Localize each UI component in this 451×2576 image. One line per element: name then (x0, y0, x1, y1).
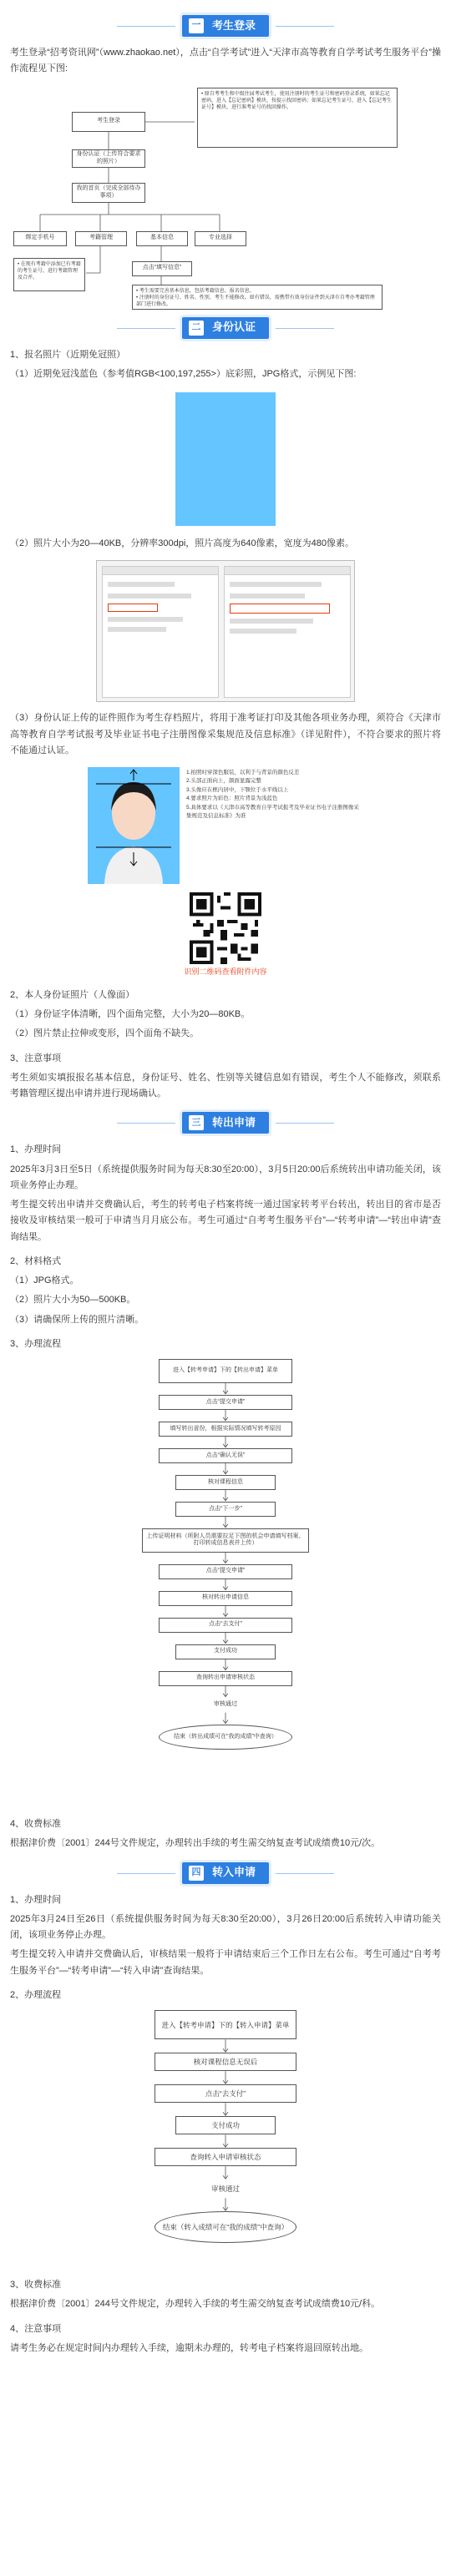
flow-arrow (223, 2071, 228, 2084)
out-time: 2025年3月3日至5日（系统提供服务时间为每天8:30至20:00），3月5日20:00后系统转出申请功能关闭，该项业务停止办理。 (10, 1164, 441, 1190)
flow-step: 支付成功 (175, 2116, 276, 2134)
flow-step: 上传证明材料（所附人员需要拉足下图的机会申请填写档案、打印转成信息表并上传） (142, 1528, 309, 1553)
flow-arrow (223, 1517, 228, 1528)
flow-step: 点击“提交申请” (159, 1395, 292, 1410)
flow-home: 我的首页（完成全部待办事项） (72, 183, 145, 203)
flow-arrow (223, 1579, 228, 1590)
sample-photo (175, 392, 276, 526)
flow-arrow (223, 1686, 228, 1697)
section-header-transfer-in (7, 1862, 444, 1884)
flow-arrow (223, 1633, 228, 1644)
flow-record: 考籍管理 (75, 231, 127, 246)
out-h3: 3、办理流程 (10, 1338, 62, 1349)
auth-p1: （1）近期免冠浅蓝色（参考值RGB<100,197,255>）底彩照，JPG格式，示例见下图: (10, 368, 357, 379)
flow-step: 结束（转入成绩可在“我的成绩”中查询） (155, 2211, 296, 2242)
auth-h1: 1、报名照片（近期免冠照） (10, 349, 126, 360)
flow-bind-phone: 绑定手机号 (13, 231, 67, 246)
flow-step: 审核通过 (214, 1701, 237, 1708)
auth-p2: （2）照片大小为20—40KB，分辨率300dpi，照片高度为640像素，宽度为480像素。 (10, 538, 354, 548)
flow-arrow (223, 1490, 228, 1501)
flow-step: 审核通过 (210, 2185, 240, 2194)
flow-step: 点击“去支付” (159, 1618, 292, 1633)
flow-fill-note: • 考生需要完善基本信息，包括考籍信息、报名信息。 • 注册时的身份证号、姓名、性别、考生不能修改。如有错误，需携带有效身份证件到天津市自考办考籍管理部门进行修改。 (132, 285, 383, 310)
qr-code-icon (190, 892, 261, 964)
photo-guideline (88, 767, 363, 884)
transfer-out-flow (125, 1359, 326, 1808)
flow-basic: 基本信息 (136, 231, 188, 246)
out-m3: （3）请确保所上传的照片清晰。 (10, 1314, 144, 1325)
flow-step: 点击“去支付” (155, 2084, 296, 2103)
flow-step: 进入【转考申请】下的【转出申请】菜单 (159, 1359, 292, 1383)
auth-q2: （2）图片禁止拉伸或变形，四个面角不缺失。 (10, 1028, 200, 1039)
flow-step: 点击“提交申请” (159, 1564, 292, 1579)
in-time: 2025年3月24日至26日（系统提供服务时间为每天8:30至20:00），3月26日20:00后系统转入申请功能关闭，该项业务停止办理。 (10, 1913, 441, 1940)
section-number: 二 (189, 321, 204, 336)
portrait-icon (88, 767, 180, 884)
guideline-notes (186, 769, 363, 821)
flow-arrow (223, 2103, 228, 2115)
guideline-portrait (88, 767, 180, 884)
auth-h2: 2、本人身份证照片（人像面） (10, 989, 135, 1000)
flow-arrow (223, 2134, 228, 2147)
out-h2: 2、材料格式 (10, 1255, 62, 1266)
intro-text: 考生登录“招考资讯网”（www.zhaokao.net），点击“自学考试”进入“天津市高等教育自学考试考生服务平台”操作流程见下图: (10, 48, 441, 74)
section-header-auth (7, 317, 444, 339)
flow-login: 考生登录 (72, 112, 145, 132)
flow-step: 核对课程信息无误后 (155, 2053, 296, 2071)
flow-step: 核对转出申请信息 (159, 1591, 292, 1606)
in-h2: 2、办理流程 (10, 1989, 62, 2000)
guideline-note: 2.头部正面向上，颜面显露完整 (186, 778, 261, 785)
flow-arrow (223, 1659, 228, 1670)
section-header-login (7, 15, 444, 37)
flow-step: 支付成功 (175, 1644, 276, 1659)
section-title: 转入申请 (211, 1866, 256, 1879)
in-fee: 根据津价费〔2001〕244号文件规定，办理转入手续的考生需交纳复查考试成绩费10元/科。 (10, 2299, 381, 2310)
flow-arrow (223, 2039, 228, 2052)
flow-fill: 点击“填写信息” (132, 261, 192, 276)
guideline-note: 4.要求照片为彩色：照片背景为浅蓝色 (186, 796, 278, 802)
out-m2: （2）照片大小为50—500KB。 (10, 1295, 136, 1306)
guideline-note: 3.头像应在框内居中，下颚位于水平线以上 (186, 786, 289, 793)
out-h1: 1、办理时间 (10, 1144, 62, 1155)
qr-code[interactable] (190, 892, 261, 964)
flow-step: 进入【转考申请】下的【转入申请】菜单 (155, 2010, 296, 2039)
auth-note: 考生须如实填报报名基本信息，身份证号、姓名、性别等关键信息如有错误，考生个人不能修改，须联系考籍管理区提出申请并进行现场确认。 (10, 1072, 441, 1099)
flow-step: 查询转入申请审核状态 (155, 2148, 296, 2166)
out-fee: 根据津价费〔2001〕244号文件规定，办理转出手续的考生需交纳复查考试成绩费10元/次。 (10, 1838, 381, 1849)
flow-step: 结束（转出成绩可在“我的成绩”中查询） (159, 1725, 292, 1750)
resize-dialog (102, 566, 219, 698)
flow-arrow (223, 1553, 228, 1563)
flow-step: 填写转出省份，根据实际情况填写转考原因 (159, 1422, 292, 1437)
flow-arrow (223, 1410, 228, 1421)
flow-arrow (223, 1713, 228, 1724)
section-title: 身份认证 (211, 321, 256, 334)
in-h1: 1、办理时间 (10, 1894, 62, 1905)
flow-step: 核对课程信息 (175, 1475, 276, 1490)
in-desc: 考生提交转入申请并交费确认后，审核结果一般将于申请结束后三个工作日左右公布。考生可通过“自考考生服务平台”—“转考申请”—“转入申请”查询结果。 (10, 1949, 441, 1976)
section-header-transfer-out (7, 1112, 444, 1134)
login-flow-diagram (7, 81, 444, 311)
auth-q1: （1）身份证字体清晰，四个面角完整，大小为20—80KB。 (10, 1009, 251, 1019)
flow-step: 点击“确认无误” (159, 1448, 292, 1463)
flow-step: 点击“下一步” (175, 1502, 276, 1517)
flow-arrow (223, 1606, 228, 1617)
section-number: 四 (189, 1866, 204, 1881)
qr-caption: 识别二维码查看附件内容 (184, 967, 267, 976)
photo-settings-screenshot (96, 560, 355, 702)
section-title: 转出申请 (211, 1115, 256, 1129)
flow-arrow (223, 2166, 228, 2179)
in-h4: 4、注意事项 (10, 2323, 62, 2334)
flow-arrow (223, 1437, 228, 1447)
flow-arrow (223, 1383, 228, 1394)
flow-arrow (223, 1463, 228, 1474)
out-h4: 4、收费标准 (10, 1819, 62, 1829)
in-h3: 3、收费标准 (10, 2280, 62, 2290)
guideline-note: 1.拍照时穿深色服装，以利于与背景的颜色反差 (186, 770, 300, 775)
section-number: 三 (189, 1115, 204, 1130)
auth-p3: （3）身份认证上传的证件照作为考生存档照片，将用于准考证打印及其他各项业务办理，须符合《天津市高等教育自学考试报考及毕业证书电子注册图像采集规范及信息标准》（详见附件），不符合要求的照片将不能通过认证。 (10, 713, 441, 755)
flow-major: 专业选择 (195, 231, 246, 246)
out-desc: 考生提交转出申请并交费确认后，考生的转考电子档案将统一通过国家转考平台转出，转出目的省市是否接收及审核结果一般可于申请当月月底公布。考生可通过“自考考生服务平台”—“转考申请”—“转出申请”查询结果。 (10, 1200, 441, 1242)
section-title: 考生登录 (211, 18, 256, 32)
section-number: 一 (189, 18, 204, 33)
flow-login-note: • 原自考考生和中级往届考试考生，使用注册时的考生证号和密码登录系统，如果忘记密码，进入【忘记密码】模块，按提示找回密码；如果忘记考生证号，进入【忘记考生证号】模块，进行准考证号的找回操作。 (197, 88, 398, 148)
auth-h3: 3、注意事项 (10, 1053, 62, 1063)
flow-record-note: • 在现有考籍中添加已有考籍的考生证号，进行考籍管理及合并。 (13, 258, 85, 291)
flow-arrow (223, 2198, 228, 2210)
properties-dialog (224, 566, 351, 698)
transfer-in-flow (125, 2010, 326, 2269)
in-note: 请考生务必在规定时间内办理转入手续，逾期未办理的，转考电子档案将退回原转出地。 (10, 2342, 368, 2353)
flow-auth: 身份认证（上传符合要求的照片） (72, 149, 145, 168)
out-m1: （1）JPG格式。 (10, 1275, 79, 1285)
flow-step: 查询转出申请审核状态 (159, 1671, 292, 1686)
guideline-note: 5.具体要求以《天津市高等教育自学考试报考及毕业证书电子注册图像采集规范及信息标准》为准 (186, 804, 359, 819)
